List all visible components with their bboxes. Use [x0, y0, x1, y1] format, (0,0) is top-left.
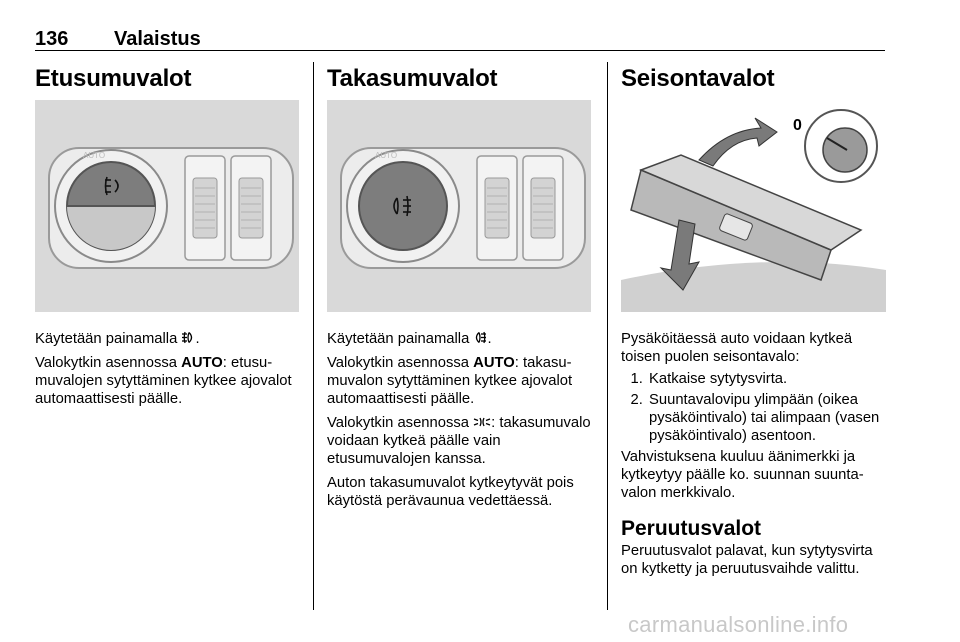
- rear-fog-trailer-text: Auton takasumuvalot kytkeytyvät pois käytöstä perävaunua vedettäessä.: [327, 475, 574, 509]
- list-item: 1. Katkaise sytytysvirta.: [647, 370, 886, 388]
- light-switch-illustration: [327, 100, 591, 312]
- page-number: 136: [35, 28, 69, 50]
- rear-fog-sidelight-text: Valokytkin asennossa : takasumuvalo voidaan kytkeä päälle vain etusumuvalojen kanssa.: [327, 415, 591, 467]
- front-fog-auto-text: Valokytkin asennossa AUTO: etusumuvalojen sytyttäminen kytkee ajovalot automaattisesti päälle.: [35, 355, 292, 407]
- rear-fog-auto-text: Valokytkin asennossa AUTO: takasumuvalon sytyttäminen kytkee ajovalot automaattisesti päälle.: [327, 355, 573, 407]
- front-fog-light-icon: [181, 331, 195, 347]
- column-divider: [313, 62, 314, 610]
- figure-light-switch-front-fog: [35, 100, 299, 312]
- section-title-front-fog: Etusumuvalot: [35, 65, 192, 92]
- page-header: [35, 28, 885, 52]
- parking-confirmation-text: Vahvistuksena kuuluu äänimerkki ja kytkeytyy päälle ko. suunnan suuntavalon merkkivalo.: [621, 449, 864, 501]
- section-title-rear-fog: Takasumuvalot: [327, 65, 498, 92]
- column-rear-fog: [327, 62, 591, 510]
- header-rule: [35, 50, 885, 51]
- section-title-parking-lights: Seisontavalot: [621, 65, 775, 92]
- svg-text:AUTO: AUTO: [375, 151, 398, 160]
- front-fog-usage-text: Käytetään painamalla .: [35, 331, 200, 347]
- reversing-lights-text: Peruutusvalot palavat, kun sytytysvirta on kytketty ja peruutusvaihde valittu.: [621, 543, 873, 577]
- figure-label: 0: [793, 117, 802, 134]
- list-item: 2. Suuntavalovipu ylimpään (oikea pysäköintivalo) tai alimpaan (vasen pysäköintivalo) asentoon.: [647, 391, 886, 445]
- watermark: carmanualsonline.info: [628, 612, 849, 637]
- column-front-fog: [35, 62, 299, 408]
- figure-light-switch-rear-fog: [327, 100, 591, 312]
- section-title-reversing-lights: Peruutusvalot: [621, 517, 762, 540]
- light-switch-illustration: [35, 100, 299, 312]
- running-head: Valaistus: [114, 28, 201, 50]
- parking-steps-list: [621, 370, 886, 445]
- column-divider: [607, 62, 608, 610]
- turn-signal-lever-illustration: [621, 100, 886, 312]
- rear-fog-light-icon: [473, 331, 487, 347]
- figure-turn-signal-lever: [621, 100, 886, 312]
- side-light-icon: [473, 415, 491, 431]
- parking-intro-text: Pysäköitäessä auto voidaan kytkeä toisen puolen seisontavalo:: [621, 331, 853, 365]
- column-parking-lights: [621, 62, 886, 578]
- rear-fog-usage-text: Käytetään painamalla .: [327, 331, 492, 347]
- svg-text:AUTO: AUTO: [83, 151, 106, 160]
